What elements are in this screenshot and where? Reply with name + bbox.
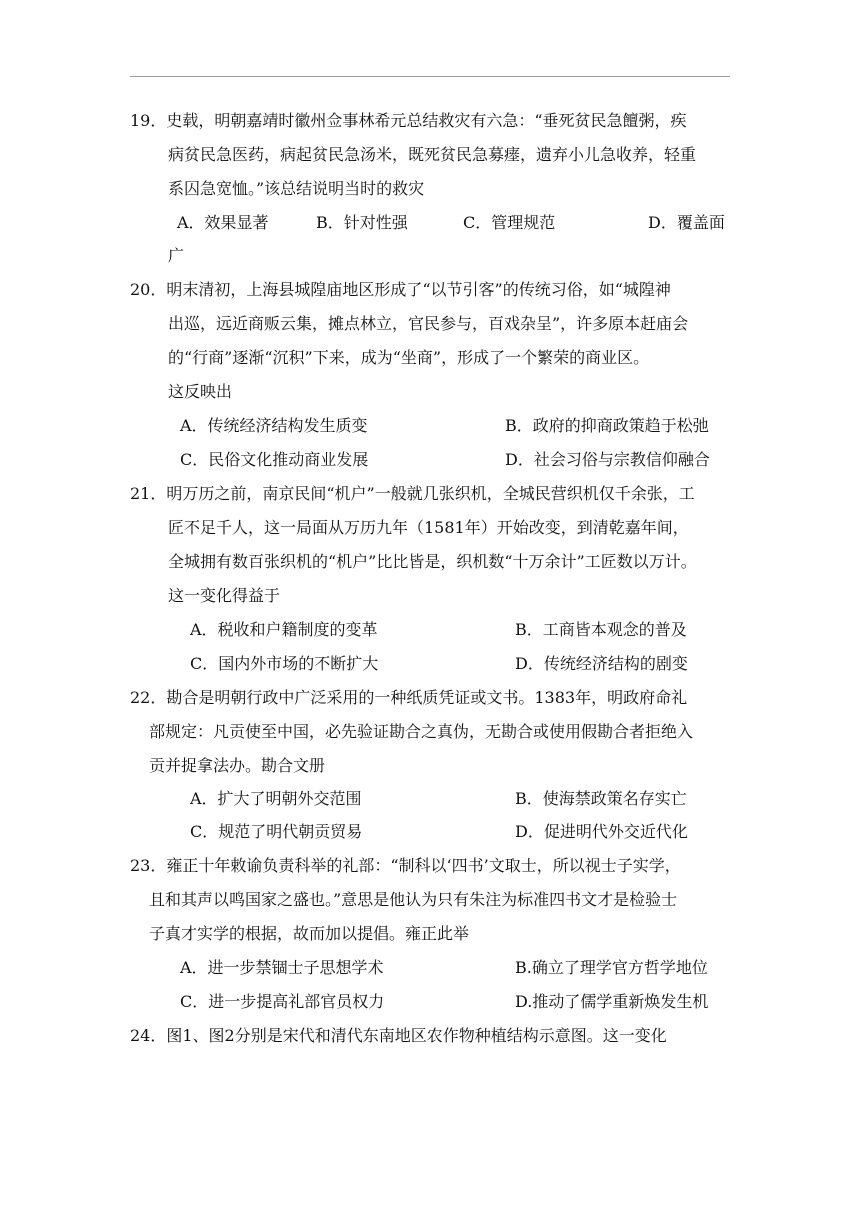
question-23-option-d[interactable]: D.推动了儒学重新焕发生机 (515, 992, 709, 1011)
question-24-line-1: 24．图1、图2分别是宋代和清代东南地区农作物种植结构示意图。这一变化 (130, 1026, 667, 1045)
question-23-option-b[interactable]: B.确立了理学官方哲学地位 (515, 958, 708, 977)
question-20-option-c[interactable]: C．民俗文化推动商业发展 (180, 450, 369, 469)
question-19-option-c[interactable]: C．管理规范 (463, 213, 556, 232)
question-21-line-1: 21．明万历之前，南京民间“机户”一般就几张织机，全城民营织机仅千余张，工 (130, 484, 695, 503)
question-22-option-d[interactable]: D．促进明代外交近代化 (515, 822, 688, 841)
question-20-line-4: 这反映出 (168, 382, 233, 401)
question-19-option-d-overflow: 广 (168, 246, 185, 265)
question-23-line-3: 子真才实学的根据，故而加以提倡。雍正此举 (149, 924, 470, 943)
header-rule (130, 76, 730, 77)
question-20-line-3: 的“行商”逐渐“沉积”下来，成为“坐商”，形成了一个繁荣的商业区。 (168, 348, 650, 367)
question-23-line-1: 23．雍正十年敕谕负责科举的礼部：“制科以‘四书’文取士，所以视士子实学， (130, 856, 681, 875)
question-21-option-d[interactable]: D．传统经济结构的剧变 (515, 654, 688, 673)
question-20-option-a[interactable]: A．传统经济结构发生质变 (180, 416, 368, 435)
question-19-line-1: 19．史载，明朝嘉靖时徽州佥事林希元总结救灾有六急：“垂死贫民急饘粥，疾 (130, 111, 687, 130)
question-22-option-a[interactable]: A．扩大了明朝外交范围 (190, 789, 362, 808)
question-22-line-1: 22．勘合是明朝行政中广泛采用的一种纸质凭证或文书。1383年，明政府命礼 (130, 688, 688, 707)
question-19-line-2: 病贫民急医药，病起贫民急汤米，既死贫民急募瘗，遗弃小儿急收养，轻重 (168, 145, 697, 164)
question-23-option-c[interactable]: C．进一步提高礼部官员权力 (180, 992, 385, 1011)
question-21-option-c[interactable]: C．国内外市场的不断扩大 (190, 654, 379, 673)
question-21-line-2: 匠不足千人，这一局面从万历九年（1581年）开始改变，到清乾嘉年间， (168, 518, 689, 537)
question-21-option-a[interactable]: A．税收和户籍制度的变革 (190, 620, 378, 639)
question-22-line-2: 部规定：凡贡使至中国，必先验证勘合之真伪，无勘合或使用假勘合者拒绝入 (149, 722, 694, 741)
question-20-line-1: 20．明末清初，上海县城隍庙地区形成了“以节引客”的传统习俗，如“城隍神 (130, 280, 671, 299)
question-21-line-4: 这一变化得益于 (168, 586, 281, 605)
question-19-option-d[interactable]: D．覆盖面 (648, 213, 725, 232)
question-22-option-b[interactable]: B．使海禁政策名存实亡 (515, 789, 687, 808)
question-19-option-a[interactable]: A．效果显著 (177, 213, 269, 232)
question-21-line-3: 全城拥有数百张织机的“机户”比比皆是，织机数“十万余计”工匠数以万计。 (168, 552, 697, 571)
question-22-line-3: 贡并捉拿法办。勘合文册 (149, 756, 326, 775)
question-22-option-c[interactable]: C．规范了明代朝贡贸易 (190, 822, 363, 841)
question-20-option-d[interactable]: D．社会习俗与宗教信仰融合 (505, 450, 710, 469)
question-23-option-a[interactable]: A．进一步禁锢士子思想学术 (180, 958, 384, 977)
question-20-option-b[interactable]: B．政府的抑商政策趋于松弛 (505, 416, 709, 435)
question-23-line-2: 且和其声以鸣国家之盛也。”意思是他认为只有朱注为标准四书文才是检验士 (149, 890, 678, 909)
question-19-option-b[interactable]: B．针对性强 (316, 213, 408, 232)
question-19-line-3: 系囚急宽恤。”该总结说明当时的救灾 (168, 179, 425, 198)
question-20-line-2: 出巡，远近商贩云集，摊点林立，官民参与，百戏杂呈”，许多原本赶庙会 (168, 314, 689, 333)
question-21-option-b[interactable]: B．工商皆本观念的普及 (515, 620, 687, 639)
